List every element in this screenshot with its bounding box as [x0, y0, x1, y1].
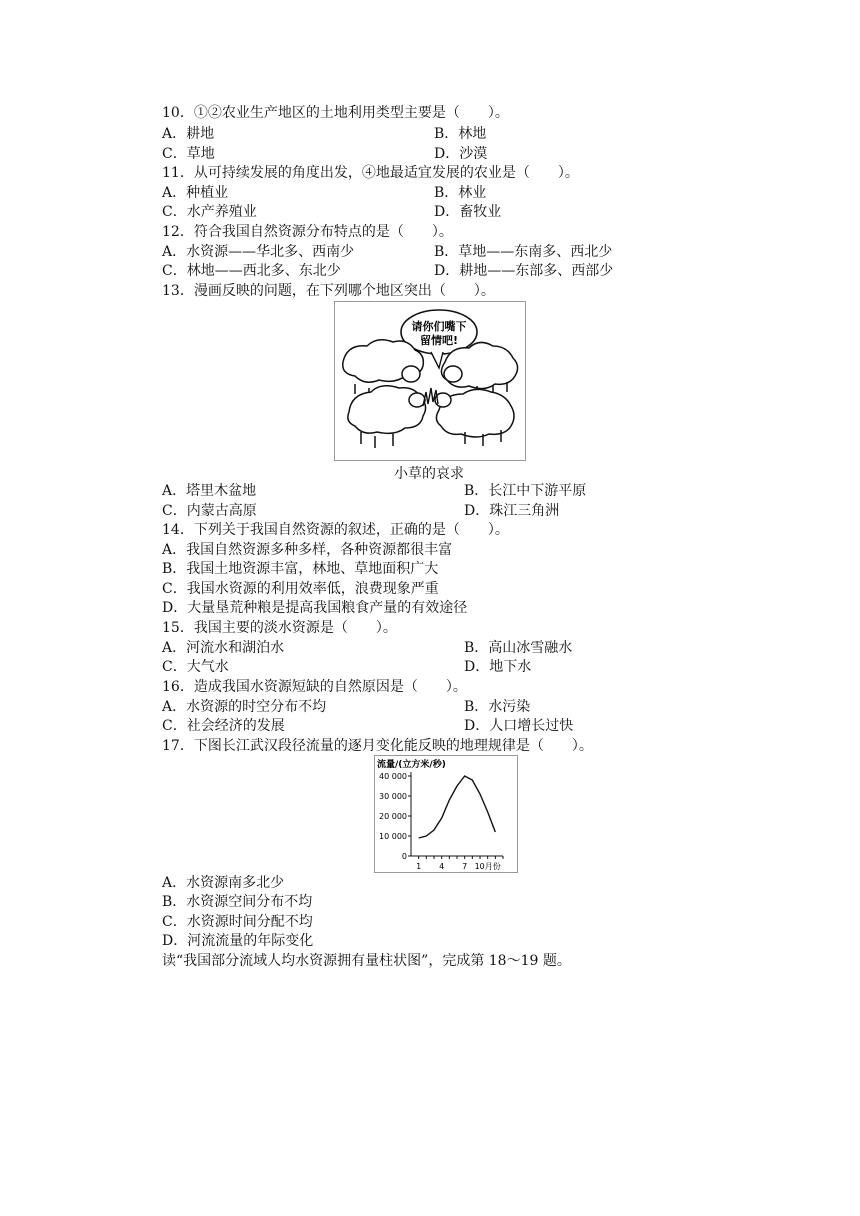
q16-option-c: C．社会经济的发展: [162, 718, 285, 734]
q16-option-d: D．人口增长过快: [464, 718, 574, 734]
q10-option-d: D．沙漠: [434, 146, 488, 162]
q10-option-b: B．林地: [434, 126, 487, 142]
question-11-stem: 11．从可持续发展的角度出发，④地最适宜发展的农业是（ ）。: [162, 165, 579, 181]
x-tick-label: 4: [439, 862, 445, 871]
y-tick-label: 40 000: [379, 772, 407, 781]
q12-option-c: C．林地——西北多、东北少: [162, 263, 341, 279]
question-10-stem: 10．①②农业生产地区的土地利用类型主要是（ ）。: [162, 105, 509, 121]
q13-option-c: C．内蒙古高原: [162, 503, 257, 519]
x-tick-label: 1: [416, 862, 422, 871]
q15-option-c: C．大气水: [162, 659, 229, 675]
q17-option-c: C．水资源时间分配不均: [162, 914, 313, 930]
y-tick-label: 0: [401, 852, 407, 861]
x-tick-label: 10月份: [474, 862, 501, 871]
x-tick-label: 7: [462, 862, 468, 871]
question-14-stem: 14．下列关于我国自然资源的叙述，正确的是（ ）。: [162, 522, 509, 538]
q17-option-d: D．河流流量的年际变化: [162, 933, 314, 949]
q15-option-d: D．地下水: [464, 659, 532, 675]
q11-option-c: C．水产养殖业: [162, 204, 257, 220]
q11-option-a: A．种植业: [162, 185, 229, 201]
instruction-18-19: 读“我国部分流域人均水资源拥有量柱状图”，完成第 18～19 题。: [162, 953, 571, 969]
q14-option-b: B．我国土地资源丰富，林地、草地面积广大: [162, 561, 439, 577]
question-13-stem: 13．漫画反映的问题，在下列哪个地区突出（ ）。: [162, 283, 495, 299]
question-12-stem: 12．符合我国自然资源分布特点的是（ ）。: [162, 224, 453, 240]
q15-option-b: B．高山冰雪融水: [464, 640, 573, 656]
y-tick-label: 30 000: [379, 792, 407, 801]
grass-cartoon-drawing: [335, 302, 525, 460]
speech-line-1: 请你们嘴下: [411, 320, 467, 333]
question-17-stem: 17．下图长江武汉段径流量的逐月变化能反映的地理规律是（ ）。: [162, 738, 593, 754]
q13-option-b: B．长江中下游平原: [464, 483, 587, 499]
q14-option-d: D．大量垦荒种粮是提高我国粮食产量的有效途径: [162, 600, 468, 616]
runoff-chart: [374, 755, 518, 873]
q14-option-c: C．我国水资源的利用效率低，浪费现象严重: [162, 581, 439, 597]
runoff-series-line: [419, 776, 496, 838]
q15-option-a: A．河流水和湖泊水: [162, 640, 285, 656]
cartoon-caption: 小草的哀求: [394, 466, 464, 482]
runoff-chart-svg: [375, 756, 517, 872]
sheep-bottom-right: [435, 389, 514, 446]
q17-option-a: A．水资源南多北少: [162, 875, 285, 891]
q10-option-c: C．草地: [162, 146, 215, 162]
chart-ylabel: 流量/(立方米/秒): [377, 760, 446, 770]
q12-option-d: D．耕地——东部多、西部少: [434, 263, 614, 279]
q10-option-a: A．耕地: [162, 126, 215, 142]
question-15-stem: 15．我国主要的淡水资源是（ ）。: [162, 620, 397, 636]
q11-option-b: B．林业: [434, 185, 487, 201]
cartoon-figure: [334, 301, 526, 461]
y-tick-label: 10 000: [379, 832, 407, 841]
sheep-bottom-left: [348, 386, 426, 448]
q11-option-d: D．畜牧业: [434, 204, 502, 220]
q14-option-a: A．我国自然资源多种多样，各种资源都很丰富: [162, 542, 453, 558]
question-16-stem: 16．造成我国水资源短缺的自然原因是（ ）。: [162, 679, 467, 695]
q13-option-a: A．塔里木盆地: [162, 483, 257, 499]
q17-option-b: B．水资源空间分布不均: [162, 894, 313, 910]
speech-line-2: 留情吧!: [419, 334, 459, 347]
q12-option-a: A．水资源——华北多、西南少: [162, 244, 355, 260]
q13-option-d: D．珠江三角洲: [464, 503, 560, 519]
q16-option-b: B．水污染: [464, 699, 531, 715]
q16-option-a: A．水资源的时空分布不均: [162, 699, 327, 715]
q12-option-b: B．草地——东南多、西北少: [434, 244, 613, 260]
y-tick-label: 20 000: [379, 812, 407, 821]
sheep-top-right: [441, 342, 517, 396]
